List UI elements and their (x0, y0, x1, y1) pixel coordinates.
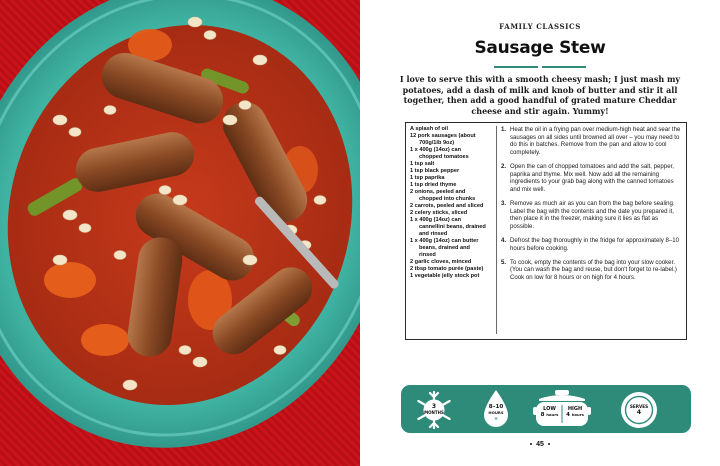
page-number-value: 45 (536, 441, 544, 448)
method-step (501, 237, 681, 252)
defrost-snowflake-icon: ✻ (494, 416, 498, 421)
ingredient-line: 12 pork sausages (about (410, 133, 476, 139)
page-dot-left (530, 443, 532, 445)
cook-low-value: 8 (540, 412, 545, 418)
ingredient-line: 1 vegetable jelly stock pot (410, 273, 480, 279)
method-list (501, 126, 681, 288)
method-step (501, 126, 681, 156)
ingredient-line: 700g/1lb 9oz) (419, 140, 455, 146)
serves-label: SERVES (629, 404, 649, 409)
method-step (501, 163, 681, 193)
ingredient-line: and rinsed (419, 231, 448, 237)
method-step-text: Heat the oil in a frying pan over medium-high heat and sear the sausages on all sides until browned all over – you may need to do this in batches. Remove from the pan and allow to cool completely. (510, 126, 681, 156)
ingredient-line: A splash of oil (410, 126, 449, 132)
ingredient-line: rinsed (419, 252, 436, 258)
serves-badge (626, 399, 652, 421)
title-divider-left (494, 66, 538, 68)
cook-high-value: 4 (566, 412, 570, 418)
ingredient-line: 2 celery sticks, sliced (410, 210, 468, 216)
freeze-value: 3 (431, 403, 437, 410)
ingredient-line: 2 tbsp tomato purée (paste) (410, 266, 484, 272)
ingredient-line: 1 tsp dried thyme (410, 182, 457, 188)
defrost-badge (483, 402, 509, 424)
method-step-text: To cook, empty the contents of the bag into your slow cooker. (You can wash the bag and reuse, but don't forget to re-label.) Cook on low for 8 hours or on high for 4 hours. (510, 258, 677, 281)
recipe-title: Sausage Stew (474, 38, 606, 58)
method-step-text: Open the can of chopped tomatoes and add the salt, pepper, paprika and thyme. Mix well. Now add all the remaining ingredients to your grab bag along with the canned tomatoes and mix well. (510, 162, 674, 193)
title-divider-right (542, 66, 586, 68)
method-step-number: 4. (501, 236, 507, 244)
ingredients-list (410, 126, 496, 280)
cook-high-badge (563, 402, 587, 422)
method-step-text: Defrost the bag thoroughly in the fridge for approximately 8–10 hours before cooking. (510, 236, 680, 252)
ingredient-line: 2 garlic cloves, minced (410, 259, 472, 265)
method-step-number: 2. (501, 162, 507, 170)
defrost-unit: HOURS (488, 410, 504, 415)
ingredient-line: 2 onions, peeled and (410, 189, 466, 195)
ingredient-line: 1 x 400g (14oz) can butter (410, 238, 479, 244)
info-strip (401, 385, 691, 433)
column-divider (496, 126, 497, 334)
ingredient-line: 1 x 400g (14oz) can (410, 147, 461, 153)
ingredient-line: 2 carrots, peeled and sliced (410, 203, 484, 209)
ingredient-line: chopped into chunks (419, 196, 476, 202)
recipe-page (360, 0, 720, 466)
cook-low-badge (538, 402, 561, 422)
ingredient-line: cannellini beans, drained (419, 224, 486, 230)
cook-low-label: LOW (543, 406, 556, 412)
kicker-arc (360, 0, 720, 40)
method-step-number: 5. (501, 258, 507, 266)
recipe-intro: I love to serve this with a smooth cheesy mash; I just mash my potatoes, add a dash of milk and knob of butter and stir it all together, then add a good handful of grated mature Cheddar cheese and stir again. Yummy! (399, 74, 681, 116)
ingredient-line: 1 tsp black pepper (410, 168, 460, 174)
page-number (360, 441, 720, 448)
freeze-badge (423, 400, 445, 420)
ingredient-line: 1 tsp salt (410, 161, 435, 167)
method-step (501, 259, 681, 282)
method-step-number: 3. (501, 199, 507, 207)
section-kicker: FAMILY CLASSICS (499, 22, 581, 31)
freeze-unit: MONTHS (424, 410, 444, 415)
cook-low-unit: hours (546, 412, 559, 417)
method-step (501, 200, 681, 230)
cook-high-label: HIGH (567, 406, 583, 412)
serves-value: 4 (636, 409, 642, 416)
defrost-value: 8–10 (488, 404, 504, 410)
method-step-number: 1. (501, 126, 507, 133)
page-dot-right (548, 443, 550, 445)
method-step-text: Remove as much air as you can from the bag before sealing. Label the bag with the contents and the date you prepared it, then place it in the freezer, making sure it lies as flat as possible. (510, 199, 675, 230)
ingredient-line: beans, drained and (419, 245, 470, 251)
cook-high-unit: hours (571, 412, 584, 417)
ingredient-line: chopped tomatoes (419, 154, 469, 160)
ingredient-line: 1 x 400g (14oz) can (410, 217, 461, 223)
ingredient-line: 1 tsp paprika (410, 175, 445, 181)
